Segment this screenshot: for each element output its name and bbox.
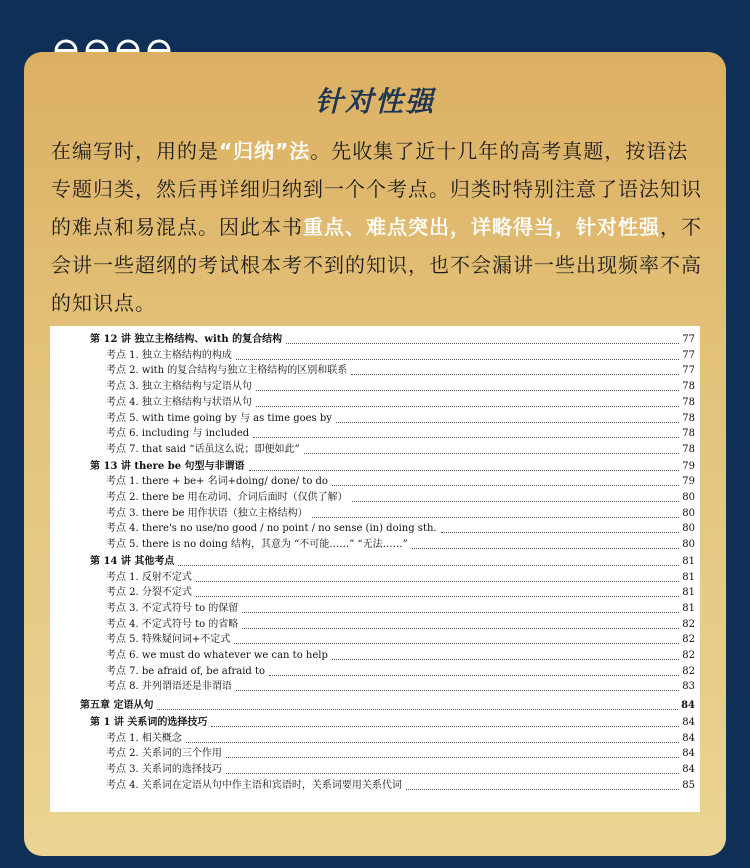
highlight-text: 重点、难点突出，详略得当，针对性强 (303, 215, 660, 239)
toc-point-row (106, 443, 695, 457)
toc-entry-label: 考点 5. 特殊疑问词+不定式 (106, 634, 231, 646)
toc-entry-label: 第 14 讲 其他考点 (90, 555, 175, 567)
toc-page-number: 84 (682, 748, 695, 760)
toc-page-number: 82 (682, 650, 695, 661)
intro-text: ，不会讲一些超纲的考试根本考不到的知识，也不会漏讲一些出现频率不高的知识点。 (51, 215, 702, 315)
toc-chapter-row (80, 699, 695, 713)
toc-dot-leader (406, 788, 679, 790)
toc-dot-leader (336, 421, 679, 423)
toc-page-number: 82 (682, 618, 695, 630)
toc-entry-label: 考点 1. there + be+ 名词+doing/ done/ to do (106, 476, 328, 488)
toc-entry-label: 考点 2. there be 用在动词、介词后面时（仅供了解） (106, 492, 348, 503)
toc-point-row (106, 427, 695, 441)
toc-point-row (106, 779, 695, 793)
toc-entry-label: 考点 4. 独立主格结构与状语从句 (106, 396, 252, 408)
toc-page-number: 80 (682, 523, 695, 535)
toc-page-number: 81 (682, 587, 695, 599)
toc-point-row (106, 491, 695, 505)
toc-dot-leader (234, 642, 679, 644)
feature-description (51, 132, 705, 322)
toc-entry-label: 第五章 定语从句 (80, 700, 154, 712)
toc-entry-label: 第 13 讲 there be 句型与非谓语 (90, 460, 245, 472)
highlight-text: “归纳”法 (219, 139, 311, 163)
toc-page-number: 81 (682, 571, 695, 583)
toc-page-number: 82 (682, 665, 695, 677)
toc-page-number: 77 (682, 349, 695, 361)
toc-entry-label: 考点 6. we must do whatever we can to help (106, 650, 328, 661)
toc-page-number: 77 (682, 334, 695, 345)
toc-entry-label: 考点 6. including 与 included (106, 428, 250, 440)
toc-page-number: 84 (682, 716, 695, 728)
toc-dot-leader (236, 689, 679, 691)
toc-dot-leader (226, 756, 679, 758)
toc-entry-label: 第 12 讲 独立主格结构、with 的复合结构 (90, 334, 283, 345)
toc-point-row (106, 732, 695, 746)
toc-dot-leader (332, 484, 679, 486)
toc-dot-leader (352, 500, 680, 502)
toc-entry-label: 考点 3. 独立主格结构与定语从句 (106, 381, 252, 393)
toc-point-row (106, 412, 695, 426)
toc-dot-leader (226, 772, 679, 774)
toc-point-row (106, 522, 695, 536)
toc-dot-leader (269, 674, 679, 676)
toc-dot-leader (286, 342, 679, 344)
toc-point-row (106, 618, 695, 632)
toc-lecture-row (90, 716, 695, 730)
toc-dot-leader (242, 627, 679, 629)
toc-entry-label: 考点 2. with 的复合结构与独立主格结构的区别和联系 (106, 365, 348, 377)
toc-point-row (106, 633, 695, 647)
toc-point-row (106, 680, 695, 694)
toc-page-number: 84 (682, 732, 695, 744)
toc-point-row (106, 364, 695, 378)
toc-entry-label: 考点 1. 相关概念 (106, 732, 182, 744)
toc-page-number: 78 (682, 443, 695, 455)
table-of-contents (50, 326, 700, 812)
toc-page-number: 79 (682, 476, 695, 488)
toc-dot-leader (441, 531, 680, 533)
toc-page-number: 80 (682, 507, 695, 519)
toc-lecture-row (90, 460, 695, 474)
toc-page-number: 78 (682, 381, 695, 393)
toc-entry-label: 考点 1. 独立主格结构的构成 (106, 349, 232, 361)
toc-point-row (106, 763, 695, 777)
toc-point-row (106, 507, 695, 521)
toc-point-row (106, 380, 695, 394)
toc-dot-leader (236, 358, 679, 360)
toc-entry-label: 考点 3. 不定式符号 to 的保留 (106, 602, 239, 614)
toc-dot-leader (256, 405, 679, 407)
toc-dot-leader (178, 564, 679, 566)
toc-dot-leader (304, 452, 680, 454)
toc-point-row (106, 349, 695, 363)
toc-entry-label: 考点 4. 不定式符号 to 的省略 (106, 618, 239, 630)
toc-entry-label: 考点 3. there be 用作状语（独立主格结构） (106, 507, 308, 519)
toc-point-row (106, 538, 695, 552)
toc-page-number: 80 (682, 539, 695, 551)
toc-dot-leader (249, 469, 680, 471)
toc-dot-leader (412, 547, 680, 549)
toc-page-number: 81 (682, 555, 695, 567)
toc-dot-leader (186, 741, 679, 743)
toc-entry-label: 考点 4. 关系词在定语从句中作主语和宾语时，关系词要用关系代词 (106, 779, 402, 791)
toc-dot-leader (253, 436, 679, 438)
toc-page-number: 78 (682, 412, 695, 424)
toc-dot-leader (351, 373, 679, 375)
toc-point-row (106, 747, 695, 761)
toc-point-row (106, 602, 695, 616)
toc-dot-leader (312, 516, 680, 518)
toc-page-number: 84 (682, 763, 695, 775)
toc-page-number: 82 (682, 634, 695, 646)
toc-entry-label: 考点 4. there's no use/no good / no point / no sense (in) doing sth. (106, 523, 437, 535)
toc-page-number: 80 (682, 492, 695, 503)
toc-lecture-row (90, 333, 695, 347)
toc-point-row (106, 571, 695, 585)
toc-entry-label: 考点 8. 并列谓语还是非谓语 (106, 681, 232, 693)
toc-dot-leader (242, 611, 679, 613)
toc-point-row (106, 586, 695, 600)
toc-page-number: 84 (681, 700, 695, 712)
toc-dot-leader (196, 580, 679, 582)
feature-title: 针对性强 (314, 85, 435, 118)
toc-page-number: 78 (682, 396, 695, 408)
toc-point-row (106, 665, 695, 679)
toc-entry-label: 考点 2. 分裂不定式 (106, 587, 192, 599)
toc-point-row (106, 396, 695, 410)
toc-page-number: 85 (682, 779, 695, 791)
toc-page-number: 77 (682, 365, 695, 377)
toc-entry-label: 考点 2. 关系词的三个作用 (106, 748, 222, 760)
toc-dot-leader (157, 708, 678, 710)
toc-page-number: 83 (682, 681, 695, 693)
toc-entry-label: 考点 7. be afraid of, be afraid to (106, 665, 266, 677)
toc-entry-label: 第 1 讲 关系词的选择技巧 (90, 716, 208, 728)
toc-page-number: 79 (682, 460, 695, 472)
toc-page-number: 78 (682, 428, 695, 440)
toc-entry-label: 考点 5. there is no doing 结构，其意为 “不可能……” “无法……” (106, 539, 408, 551)
toc-entry-label: 考点 1. 反射不定式 (106, 571, 192, 583)
toc-entry-label: 考点 5. with time going by 与 as time goes by (106, 412, 332, 424)
toc-entry-label: 考点 7. that said “话虽这么说；即便如此” (106, 443, 300, 455)
intro-text: 在编写时，用的是 (51, 139, 219, 163)
toc-page-number: 81 (682, 602, 695, 614)
toc-dot-leader (256, 389, 679, 391)
toc-lecture-row (90, 555, 695, 569)
toc-dot-leader (211, 725, 679, 727)
toc-entry-label: 考点 3. 关系词的选择技巧 (106, 763, 222, 775)
toc-point-row (106, 475, 695, 489)
intro-text: 。先收集了近十几年的高考真题，按语法专题归类，然后再详细归纳到一个个考点。归类时特别注意了语法知识的难点和易混点。因此本书 (51, 139, 702, 239)
toc-point-row (106, 649, 695, 663)
toc-dot-leader (332, 658, 679, 660)
toc-dot-leader (196, 595, 679, 597)
